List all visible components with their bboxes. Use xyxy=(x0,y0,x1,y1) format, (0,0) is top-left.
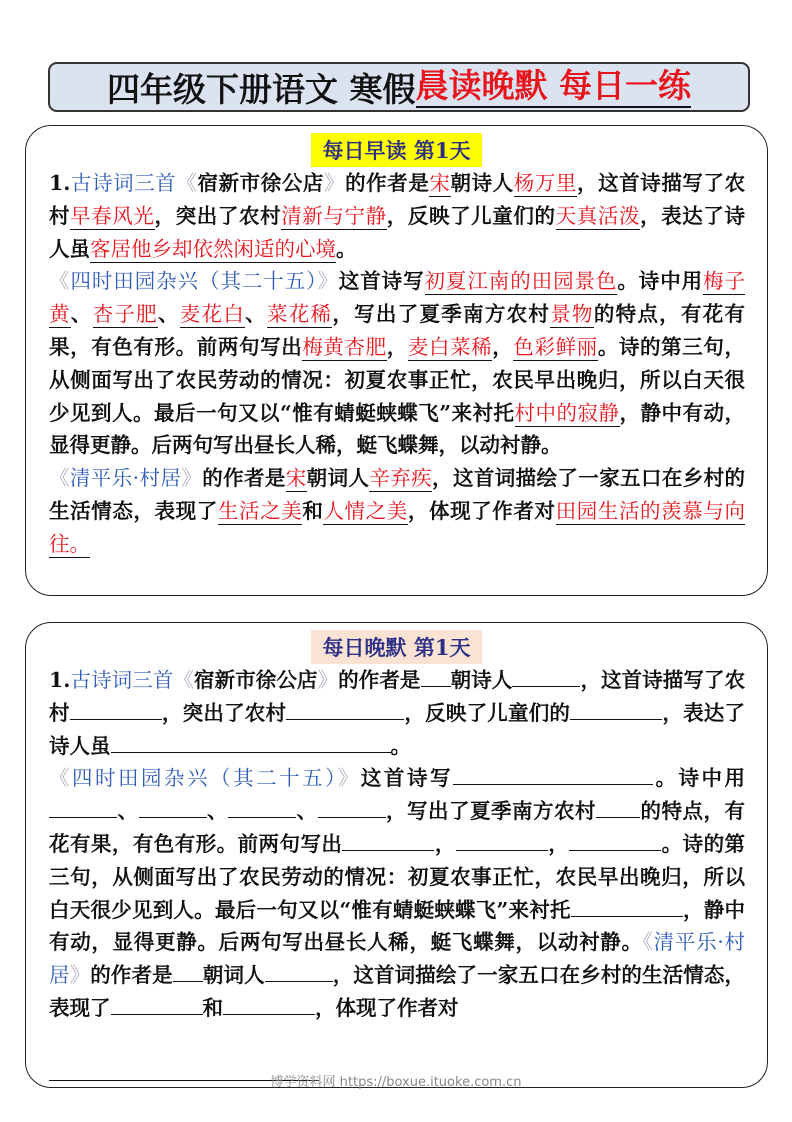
answer-blank[interactable] xyxy=(571,896,683,917)
answer: 早春风光 xyxy=(70,203,155,228)
answer: 生活之美 xyxy=(217,498,303,523)
morning-reading-card xyxy=(25,125,768,596)
text: 、 xyxy=(245,302,267,327)
bracket: 《 xyxy=(49,269,71,294)
poem-title: 四时田园杂兴（其二十五） xyxy=(70,269,318,294)
text: ，突出了农村 xyxy=(154,203,282,228)
evening-text xyxy=(49,664,745,1090)
answer: 人情之美 xyxy=(323,498,408,523)
text: 朝词人 xyxy=(202,963,265,988)
text: 和 xyxy=(302,498,324,523)
answer-blank[interactable] xyxy=(453,764,653,785)
poem-title: 宿新市徐公店 xyxy=(197,171,324,195)
answer: 麦花白 xyxy=(179,302,246,327)
answer-blank[interactable] xyxy=(318,797,386,818)
poem-title: 清平乐·村居 xyxy=(49,930,746,988)
text: 、 xyxy=(157,302,180,327)
answer: 杏子肥 xyxy=(92,302,158,327)
text: 的作者是 xyxy=(345,171,430,195)
watermark: 博学资料网 https://boxue.ituoke.com.cn xyxy=(270,1075,522,1090)
bracket: 《 xyxy=(176,171,198,195)
title-highlight-text: 晨读晚默 每日一练 xyxy=(416,66,692,108)
answer-blank[interactable] xyxy=(223,994,315,1015)
text: 的作者是 xyxy=(338,668,421,692)
evening-paragraph-2 xyxy=(49,762,745,1090)
bracket: 》 xyxy=(181,466,203,491)
answer: 辛弃疾 xyxy=(369,466,433,491)
answer-blank[interactable] xyxy=(421,666,451,687)
title-grade-text: 四年级下册语文 寒假 xyxy=(107,69,416,109)
text: ，这首诗描写了农村 xyxy=(49,668,746,725)
text: ，写出了夏季南方农村 xyxy=(385,799,596,824)
text: ，反映了儿童们的 xyxy=(404,700,571,725)
text: 。 xyxy=(336,236,357,261)
bracket: 》 xyxy=(337,766,361,791)
text: 。诗的第三句，从侧面写出了农民劳动的情况：初夏农事正忙，农民早出晚归，所以白天很少见到人。最后一句又以“惟有蜻蜓蛱蝶飞”来衬托 xyxy=(49,831,746,922)
text: 的特点，有花有果，有色有形。前两句写出 xyxy=(49,302,746,359)
answer-blank[interactable] xyxy=(111,732,391,753)
text: ，表达了诗人虽 xyxy=(49,700,746,758)
poem-title: 四时田园杂兴（其二十五） xyxy=(72,766,338,791)
text: 的特点，有花有果，有色有形。前两句写出 xyxy=(49,799,745,856)
text: ，这首诗描写了农村 xyxy=(49,171,746,228)
bracket: 《 xyxy=(642,930,654,955)
answer-blank[interactable] xyxy=(570,699,662,720)
text: 。诗中用 xyxy=(617,269,704,294)
answer-blank[interactable] xyxy=(342,830,434,851)
text: 这首诗写 xyxy=(360,766,453,791)
text: 朝词人 xyxy=(306,466,370,491)
morning-text xyxy=(49,167,745,561)
answer: 天真活泼 xyxy=(555,203,641,228)
answer: 清新与宁静 xyxy=(281,203,387,228)
answer: 杨万里 xyxy=(513,171,578,195)
page-title xyxy=(48,62,750,112)
bracket: 》 xyxy=(317,269,339,294)
text: 、 xyxy=(296,799,318,824)
text: ，静中有动，显得更静。后两句写出昼长人稀，蜓飞蝶舞，以动衬静。 xyxy=(49,897,745,955)
answer-blank[interactable] xyxy=(286,699,404,720)
text: ， xyxy=(386,334,408,359)
answer-blank[interactable] xyxy=(265,961,333,982)
answer-blank[interactable] xyxy=(512,666,580,687)
poem-title: 清平乐·村居 xyxy=(69,466,182,491)
text: ，这首词描绘了一家五口在乡村的生活情态，表现了 xyxy=(49,963,746,1020)
bracket: 《 xyxy=(173,668,195,692)
bracket: 《 xyxy=(49,466,70,491)
bracket: 《 xyxy=(49,766,73,791)
text: ，写出了夏季南方农村 xyxy=(332,302,551,327)
bracket: 》 xyxy=(324,171,346,195)
answer: 宋 xyxy=(285,466,307,491)
text: 的作者是 xyxy=(90,963,173,988)
text: 朝诗人 xyxy=(450,171,514,195)
answer-blank[interactable] xyxy=(596,797,640,818)
answer: 梅子黄 xyxy=(49,269,746,327)
text: ，反映了儿童们的 xyxy=(386,203,556,228)
answer-blank[interactable] xyxy=(569,830,661,851)
bracket: 》 xyxy=(317,668,339,692)
morning-paragraph-3 xyxy=(49,462,745,560)
answer: 村中的寂静 xyxy=(514,400,620,425)
text: ，表达了诗人虽 xyxy=(49,203,745,261)
answer-blank[interactable] xyxy=(139,797,207,818)
text: 和 xyxy=(202,995,223,1020)
text: 。 xyxy=(390,733,411,758)
answer: 田园生活的羡慕与向往。 xyxy=(49,498,745,556)
bracket: 》 xyxy=(69,963,91,988)
text: 这首诗写 xyxy=(338,269,425,294)
item-number: 1. xyxy=(49,668,71,692)
text: ，突出了农村 xyxy=(161,700,287,725)
answer: 麦白菜稀 xyxy=(407,334,493,359)
answer-blank[interactable] xyxy=(173,961,203,982)
text: ，这首词描绘了一家五口在乡村的生活情态，表现了 xyxy=(49,466,746,523)
evening-paragraph-1 xyxy=(49,664,745,762)
text: ， xyxy=(434,831,456,856)
text: 。诗的第三句，从侧面写出了农民劳动的情况：初夏农事正忙，农民早出晚归，所以白天很少见到人。最后一句又以“惟有蜻蜓蛱蝶飞”来衬托 xyxy=(49,334,745,425)
text: ，静中有动，显得更静。后两句写出昼长人稀，蜓飞蝶舞，以动衬静。 xyxy=(49,400,746,458)
unit-title: 古诗词三首 xyxy=(70,668,174,692)
answer-blank[interactable] xyxy=(111,994,203,1015)
text: ， xyxy=(492,334,514,359)
text: 。诗中用 xyxy=(652,766,746,791)
answer-blank[interactable] xyxy=(49,797,117,818)
text: 的作者是 xyxy=(202,466,286,491)
answer-blank[interactable] xyxy=(456,830,548,851)
morning-paragraph-1 xyxy=(49,167,745,265)
text: ，体现了作者对 xyxy=(407,498,556,523)
text: ，体现了作者对 xyxy=(315,995,459,1020)
text: 朝诗人 xyxy=(450,668,513,692)
answer: 景物 xyxy=(550,302,594,327)
morning-banner: 每日早读 第1天 xyxy=(311,133,483,167)
text: 、 xyxy=(206,799,228,824)
item-number: 1. xyxy=(49,171,71,195)
evening-banner: 每日晚默 第1天 xyxy=(311,630,483,664)
answer: 宋 xyxy=(429,171,451,195)
text: 、 xyxy=(70,302,93,327)
answer-blank[interactable] xyxy=(70,699,162,720)
morning-paragraph-2 xyxy=(49,265,745,462)
evening-dictation-card xyxy=(25,622,768,1088)
answer: 初夏江南的田园景色 xyxy=(424,269,618,294)
answer-blank[interactable] xyxy=(228,797,296,818)
text: 、 xyxy=(117,799,139,824)
answer: 客居他乡却依然闲适的心境 xyxy=(90,236,336,261)
poem-title: 宿新市徐公店 xyxy=(194,668,318,692)
text: ， xyxy=(547,831,570,856)
answer: 梅黄杏肥 xyxy=(302,334,387,359)
answer: 菜花稀 xyxy=(266,302,333,327)
answer: 色彩鲜丽 xyxy=(513,334,598,359)
unit-title: 古诗词三首 xyxy=(70,171,177,195)
